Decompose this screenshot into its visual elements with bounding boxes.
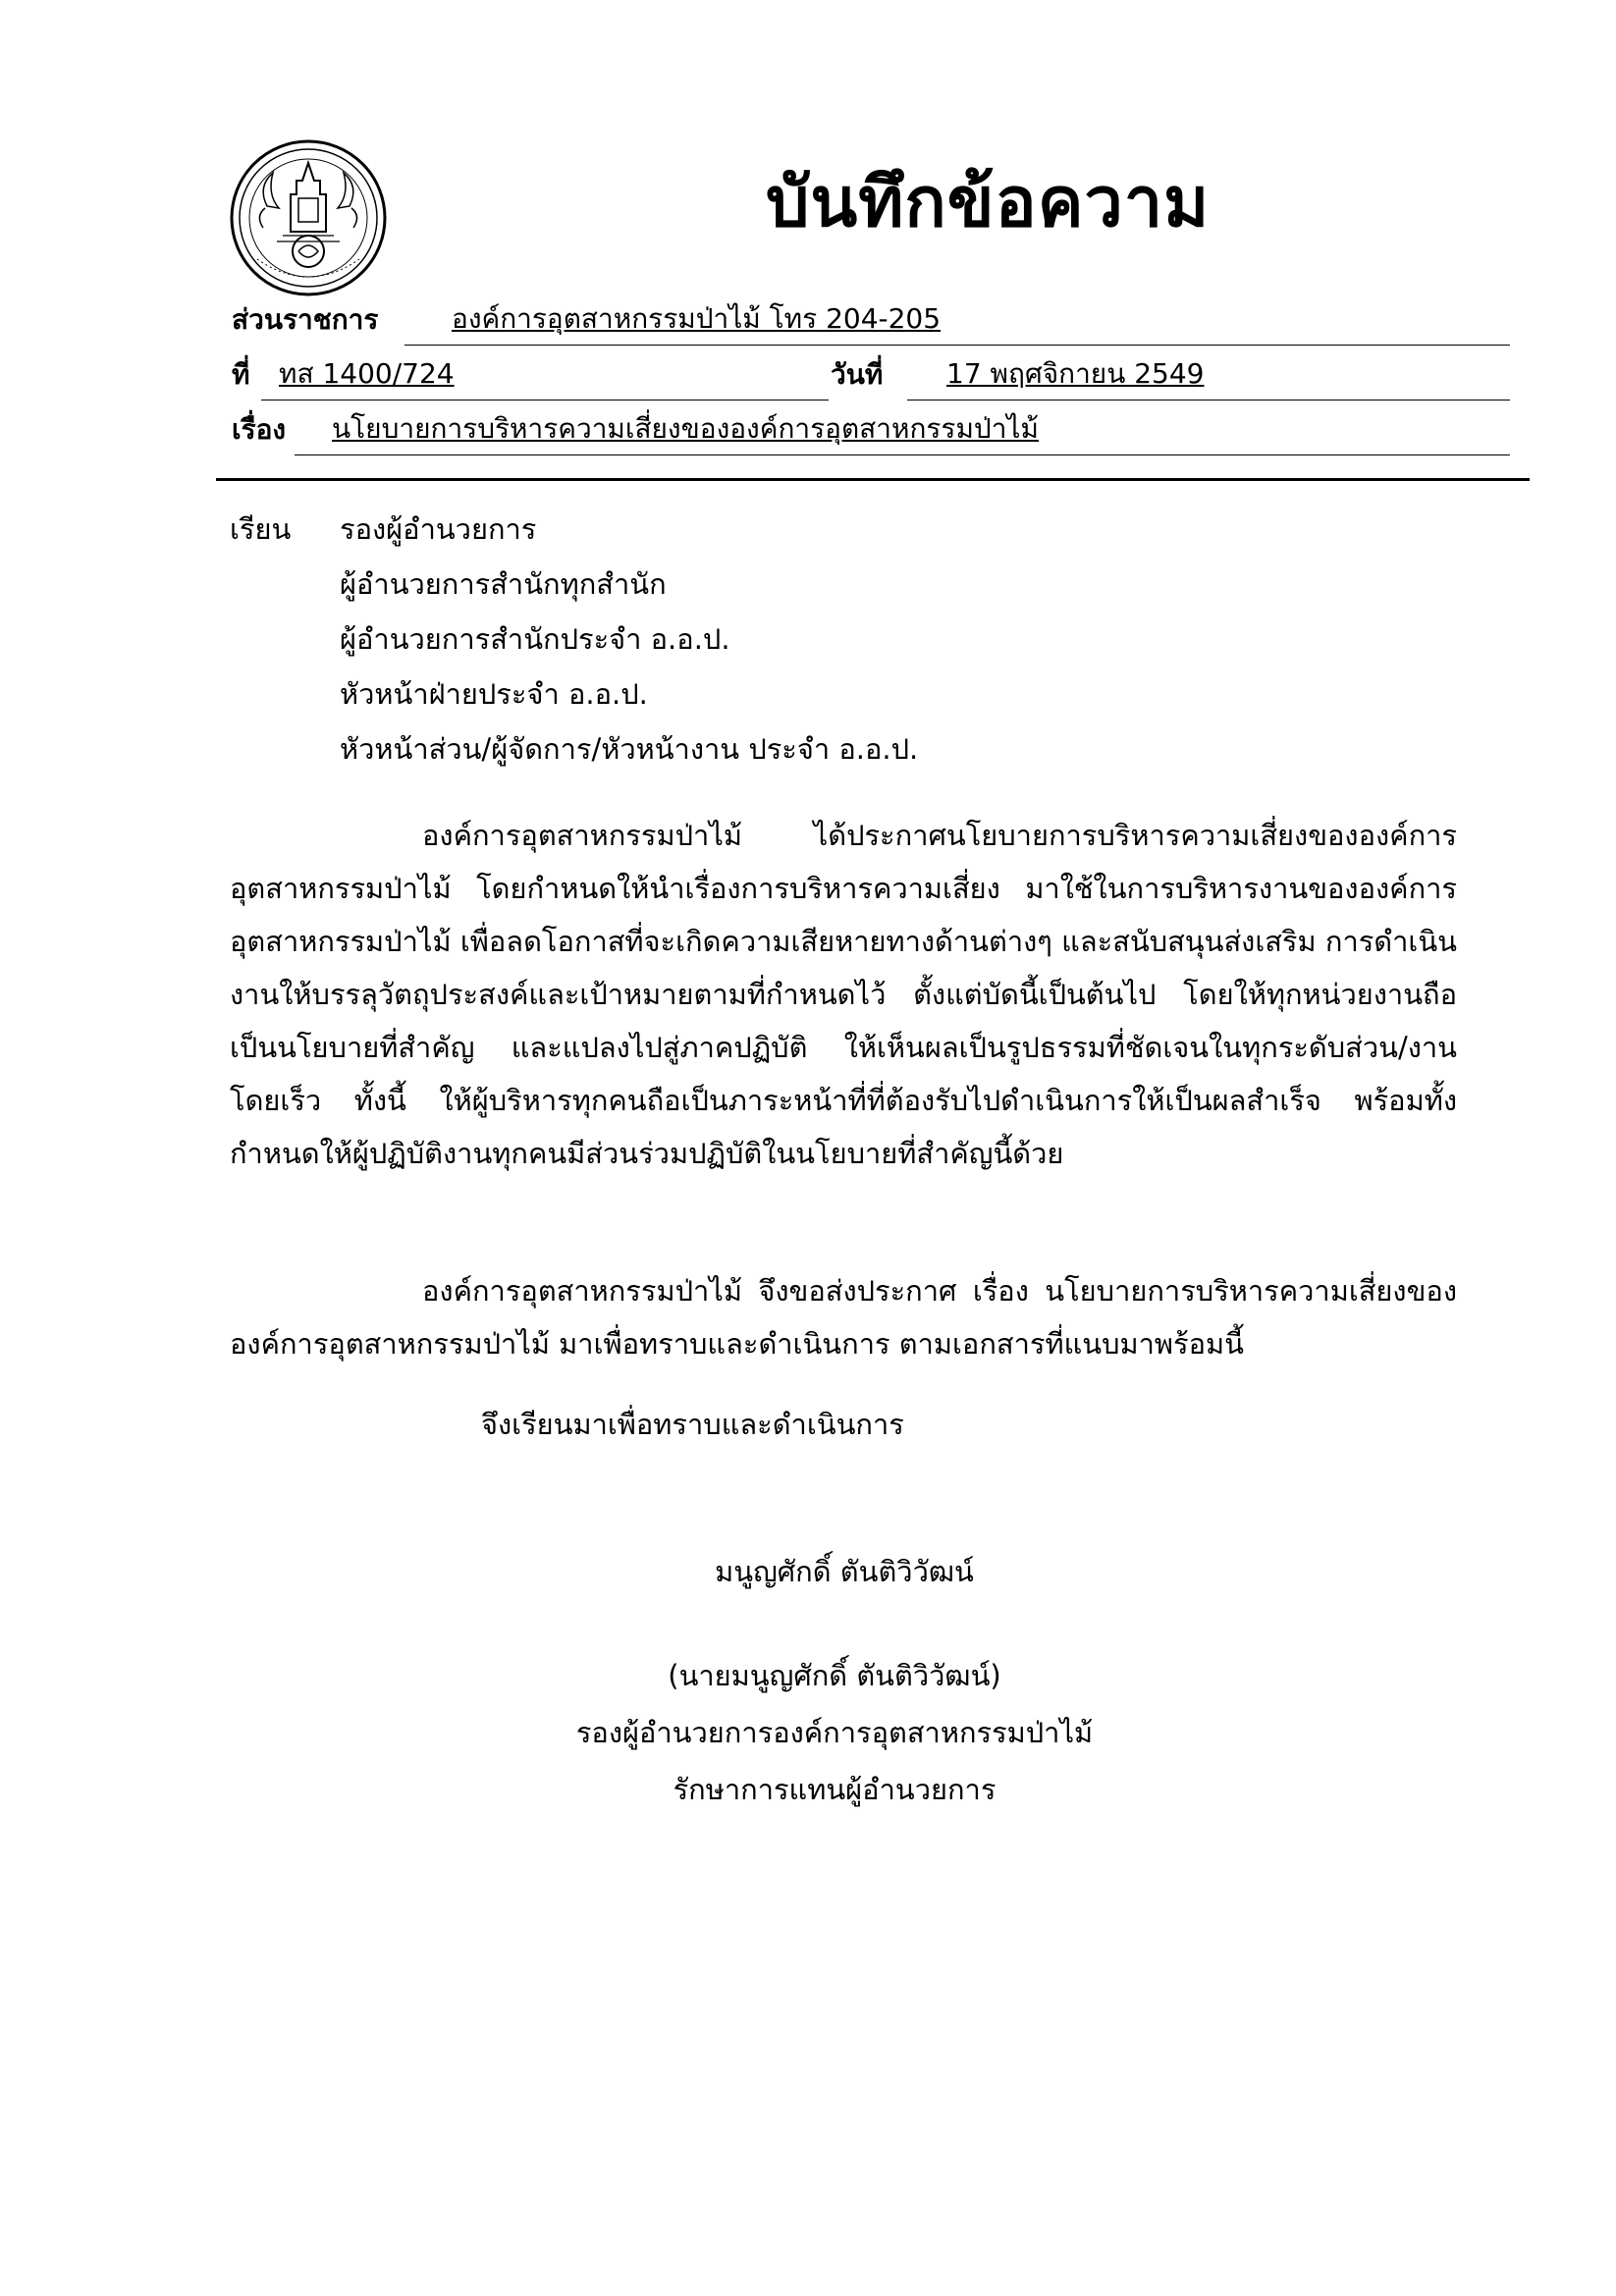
department-row <box>232 302 1510 346</box>
reference-field <box>261 357 829 400</box>
recipient-4: หัวหน้าฝ่ายประจำ อ.อ.ป. <box>340 677 648 711</box>
department-label: ส่วนราชการ <box>232 303 379 336</box>
subject-field <box>295 412 1510 455</box>
department-value: องค์การอุตสาหกรรมป่าไม้ โทร 204-205 <box>452 302 942 335</box>
body-paragraph-2-text: องค์การอุตสาหกรรมป่าไม้ จึงขอส่งประกาศ เรื่อง นโยบายการบริหารความเสี่ยงขององค์การอุตสาหกรรมป่าไม้ มาเพื่อทราบและดำเนินการ ตามเอกสารที่แนบมาพร้อมนี้ <box>230 1274 1457 1361</box>
reference-value: ทส 1400/724 <box>279 357 455 390</box>
date-value: 17 พฤศจิกายน 2549 <box>946 357 1205 390</box>
printed-name: (นายมนูญศักดิ์ ตันติวิวัฒน์) <box>668 1659 1001 1692</box>
body-paragraph-1-text: องค์การอุตสาหกรรมป่าไม้ ได้ประกาศนโยบายการบริหารความเสี่ยงขององค์การอุตสาหกรรมป่าไม้ โดยกำหนดให้นำเรื่องการบริหารความเสี่ยง มาใช้ในการบริหารงานขององค์การอุตสาหกรรมป่าไม้ เพื่อลดโอกาสที่จะเกิดความเสียหายทางด้านต่างๆ และสนับสนุนส่งเสริม การดำเนินงานให้บรรลุวัตถุประสงค์และเป้าหมายตามที่กำหนดไว้ ตั้งแต่บัดนี้เป็นต้นไป โดยให้ทุกหน่วยงานถือเป็นนโยบายที่สำคัญ และแปลงไปสู่ภาคปฏิบัติ ให้เห็นผลเป็นรูปธรรมที่ชัดเจนในทุกระดับส่วน/งาน โดยเร็ว ทั้งนี้ ให้ผู้บริหารทุกคนถือเป็นภาระหน้าที่ที่ต้องรับไปดำเนินการให้เป็นผลสำเร็จ พร้อมทั้ง กำหนดให้ผู้ปฏิบัติงานทุกคนมีส่วนร่วมปฏิบัติในนโยบายที่สำคัญนี้ด้วย <box>230 819 1457 1170</box>
date-label: วันที่ <box>831 358 884 391</box>
recipient-5: หัวหน้าส่วน/ผู้จัดการ/หัวหน้างาน ประจำ อ.อ.ป. <box>340 732 919 766</box>
body-paragraph-1 <box>230 809 1457 1180</box>
department-field <box>404 302 1510 346</box>
acting-position: รักษาการแทนผู้อำนวยการ <box>673 1773 997 1806</box>
header-divider <box>216 478 1530 481</box>
document-title: บันทึกข้อความ <box>766 162 1211 242</box>
signed-name: มนูญศักดิ์ ตันติวิวัฒน์ <box>715 1555 974 1588</box>
recipient-1: รองผู้อำนวยการ <box>340 512 537 546</box>
official-seal-icon <box>228 137 389 298</box>
reference-label: ที่ <box>232 358 250 391</box>
reference-date-row <box>232 357 1510 400</box>
signatory-position: รองผู้อำนวยการองค์การอุตสาหกรรมป่าไม้ <box>575 1716 1094 1749</box>
closing-line: จึงเรียนมาเพื่อทราบและดำเนินการ <box>481 1408 904 1441</box>
date-field <box>907 357 1510 400</box>
salutation-label: เรียน <box>230 512 292 546</box>
recipient-2: ผู้อำนวยการสำนักทุกสำนัก <box>340 567 667 601</box>
subject-value: นโยบายการบริหารความเสี่ยงขององค์การอุตสาหกรรมป่าไม้ <box>332 412 1039 445</box>
body-paragraph-2 <box>230 1264 1457 1370</box>
subject-row <box>232 412 1510 455</box>
recipient-3: ผู้อำนวยการสำนักประจำ อ.อ.ป. <box>340 622 730 656</box>
subject-label: เรื่อง <box>232 413 287 446</box>
